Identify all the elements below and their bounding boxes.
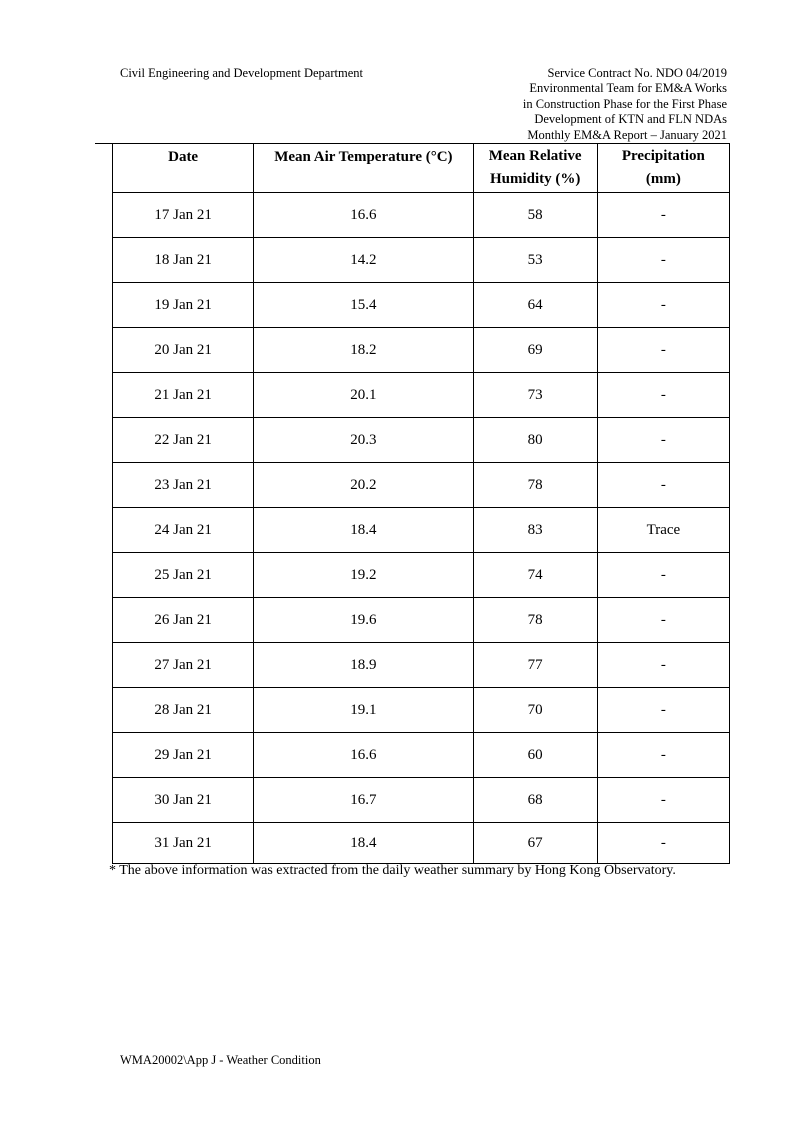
cell-date: 20 Jan 21 bbox=[113, 328, 254, 373]
cell-precipitation: - bbox=[597, 688, 729, 733]
development-name: Development of KTN and FLN NDAs bbox=[534, 112, 727, 127]
column-header-precipitation-line2: (mm) bbox=[645, 171, 681, 187]
table-header-row bbox=[113, 144, 730, 193]
cell-humidity: 68 bbox=[473, 778, 597, 823]
cell-date: 23 Jan 21 bbox=[113, 463, 254, 508]
cell-date: 19 Jan 21 bbox=[113, 283, 254, 328]
table-row bbox=[113, 418, 730, 463]
table-row bbox=[113, 373, 730, 418]
cell-date: 29 Jan 21 bbox=[113, 733, 254, 778]
cell-temperature: 20.1 bbox=[254, 373, 473, 418]
cell-date: 27 Jan 21 bbox=[113, 643, 254, 688]
cell-date: 21 Jan 21 bbox=[113, 373, 254, 418]
column-header-precipitation-line1: Precipitation bbox=[621, 148, 705, 164]
cell-temperature: 16.6 bbox=[254, 193, 473, 238]
source-footnote: * The above information was extracted from the daily weather summary by Hong Kong Observatory. bbox=[109, 863, 676, 878]
department-name: Civil Engineering and Development Department bbox=[120, 66, 363, 80]
contract-info bbox=[523, 66, 727, 143]
table-row bbox=[113, 688, 730, 733]
team-name: Environmental Team for EM&A Works bbox=[529, 81, 727, 96]
cell-temperature: 19.1 bbox=[254, 688, 473, 733]
cell-date: 30 Jan 21 bbox=[113, 778, 254, 823]
cell-humidity: 78 bbox=[473, 598, 597, 643]
cell-temperature: 18.9 bbox=[254, 643, 473, 688]
table-row bbox=[113, 283, 730, 328]
cell-precipitation: - bbox=[597, 373, 729, 418]
column-header-temperature-label: Mean Air Temperature (°C) bbox=[274, 149, 453, 165]
cell-precipitation: - bbox=[597, 778, 729, 823]
cell-humidity: 60 bbox=[473, 733, 597, 778]
table-row bbox=[113, 823, 730, 864]
cell-humidity: 74 bbox=[473, 553, 597, 598]
cell-humidity: 73 bbox=[473, 373, 597, 418]
cell-temperature: 15.4 bbox=[254, 283, 473, 328]
cell-precipitation: - bbox=[597, 553, 729, 598]
table-row bbox=[113, 733, 730, 778]
cell-humidity: 83 bbox=[473, 508, 597, 553]
table-row bbox=[113, 778, 730, 823]
cell-humidity: 70 bbox=[473, 688, 597, 733]
cell-temperature: 20.2 bbox=[254, 463, 473, 508]
column-header-date-label: Date bbox=[168, 149, 199, 165]
table-row bbox=[113, 463, 730, 508]
phase-description: in Construction Phase for the First Phase bbox=[522, 96, 727, 111]
column-header-temperature bbox=[254, 144, 473, 193]
column-header-humidity-line2: Humidity (%) bbox=[489, 171, 581, 187]
table-row bbox=[113, 643, 730, 688]
cell-temperature: 20.3 bbox=[254, 418, 473, 463]
cell-humidity: 78 bbox=[473, 463, 597, 508]
cell-humidity: 67 bbox=[473, 823, 597, 864]
cell-humidity: 58 bbox=[473, 193, 597, 238]
document-reference-footer: WMA20002\App J - Weather Condition bbox=[120, 1053, 321, 1067]
cell-humidity: 69 bbox=[473, 328, 597, 373]
cell-temperature: 16.6 bbox=[254, 733, 473, 778]
cell-date: 24 Jan 21 bbox=[113, 508, 254, 553]
cell-humidity: 64 bbox=[473, 283, 597, 328]
cell-precipitation: - bbox=[597, 733, 729, 778]
cell-date: 18 Jan 21 bbox=[113, 238, 254, 283]
cell-humidity: 80 bbox=[473, 418, 597, 463]
cell-date: 25 Jan 21 bbox=[113, 553, 254, 598]
cell-date: 17 Jan 21 bbox=[113, 193, 254, 238]
cell-precipitation: - bbox=[597, 598, 729, 643]
cell-temperature: 18.4 bbox=[254, 508, 473, 553]
cell-precipitation: - bbox=[597, 193, 729, 238]
column-header-humidity bbox=[473, 144, 597, 193]
cell-date: 28 Jan 21 bbox=[113, 688, 254, 733]
column-header-precipitation bbox=[597, 144, 729, 193]
contract-number: Service Contract No. NDO 04/2019 bbox=[547, 66, 727, 80]
table-row bbox=[113, 598, 730, 643]
table-row bbox=[113, 553, 730, 598]
cell-precipitation: - bbox=[597, 463, 729, 508]
cell-temperature: 14.2 bbox=[254, 238, 473, 283]
cell-temperature: 19.2 bbox=[254, 553, 473, 598]
cell-precipitation: - bbox=[597, 328, 729, 373]
cell-humidity: 77 bbox=[473, 643, 597, 688]
cell-temperature: 18.4 bbox=[254, 823, 473, 864]
report-title: Monthly EM&A Report – January 2021 bbox=[527, 127, 727, 142]
cell-temperature: 19.6 bbox=[254, 598, 473, 643]
table-row bbox=[113, 508, 730, 553]
table-row bbox=[113, 328, 730, 373]
cell-precipitation: Trace bbox=[597, 508, 729, 553]
cell-precipitation: - bbox=[597, 643, 729, 688]
cell-humidity: 53 bbox=[473, 238, 597, 283]
column-header-humidity-line1: Mean Relative bbox=[488, 148, 582, 164]
cell-date: 31 Jan 21 bbox=[113, 823, 254, 864]
weather-table bbox=[112, 143, 730, 864]
cell-precipitation: - bbox=[597, 283, 729, 328]
cell-precipitation: - bbox=[597, 238, 729, 283]
cell-temperature: 16.7 bbox=[254, 778, 473, 823]
cell-precipitation: - bbox=[597, 418, 729, 463]
cell-date: 22 Jan 21 bbox=[113, 418, 254, 463]
table-row bbox=[113, 238, 730, 283]
table-row bbox=[113, 193, 730, 238]
cell-temperature: 18.2 bbox=[254, 328, 473, 373]
column-header-date bbox=[113, 144, 254, 193]
cell-date: 26 Jan 21 bbox=[113, 598, 254, 643]
cell-precipitation: - bbox=[597, 823, 729, 864]
